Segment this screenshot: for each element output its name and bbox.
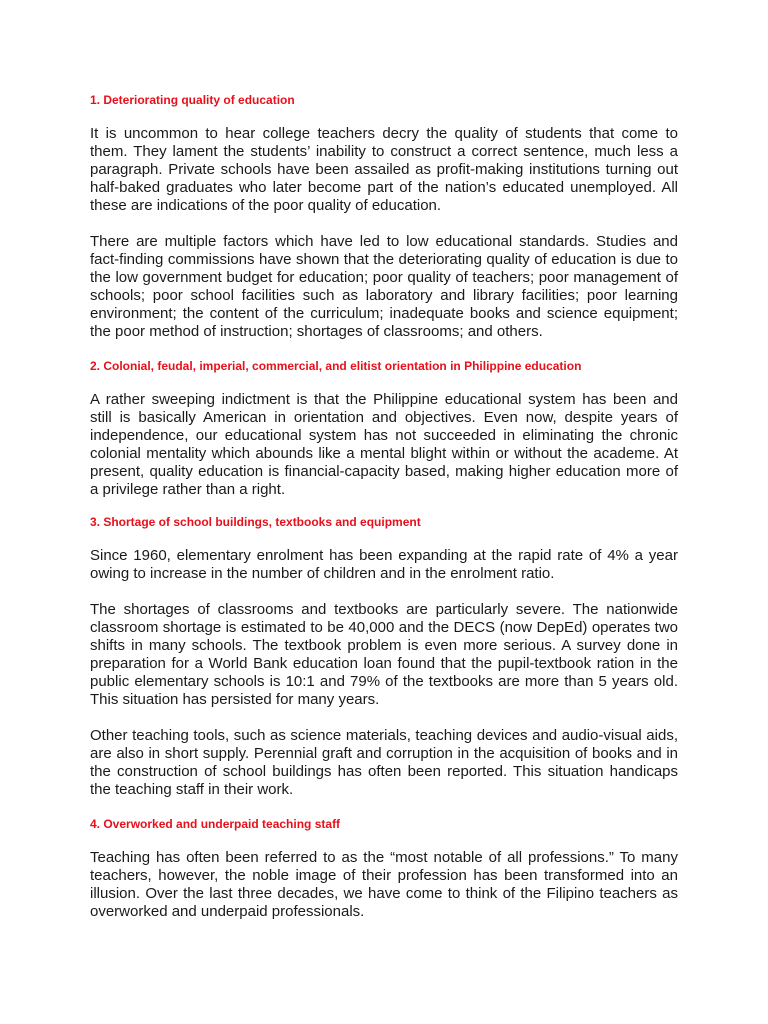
text-line: A rather sweeping indictment is that the Philippine educational system has been and <box>90 391 678 408</box>
text-line: It is uncommon to hear college teachers decry the quality of students that come to <box>90 125 678 142</box>
text-line: still is basically American in orientation and objectives. Even now, despite years of <box>90 409 678 426</box>
text-line: classroom shortage is estimated to be 40,000 and the DECS (now DepEd) operates two <box>90 619 678 636</box>
section-heading-1: 1. Deteriorating quality of education <box>90 93 295 107</box>
text-line: owing to increase in the number of children and in the enrolment ratio. <box>90 565 555 582</box>
text-line: colonial mentality which abounds like a mental blight within or without the academe. At <box>90 445 678 462</box>
text-line: overworked and underpaid professionals. <box>90 903 365 920</box>
text-line: preparation for a World Bank education loan found that the pupil-textbook ration in the <box>90 655 678 672</box>
paragraph <box>90 391 678 499</box>
text-line: Other teaching tools, such as science materials, teaching devices and audio-visual aids, <box>90 727 678 744</box>
text-line: the low government budget for education; poor quality of teachers; poor management of <box>90 269 678 286</box>
text-line: Teaching has often been referred to as the “most notable of all professions.” To many <box>90 849 678 866</box>
section-heading-3: 3. Shortage of school buildings, textbooks and equipment <box>90 515 421 529</box>
text-line: the poor method of instruction; shortages of classrooms; and others. <box>90 323 543 340</box>
text-line: There are multiple factors which have led to low educational standards. Studies and <box>90 233 678 250</box>
text-line: half-baked graduates who later become part of the nation’s educated unemployed. All <box>90 179 678 196</box>
text-line: This situation has persisted for many years. <box>90 691 380 708</box>
section-heading-2: 2. Colonial, feudal, imperial, commercial, and elitist orientation in Philippine education <box>90 359 582 373</box>
text-line: schools; poor school facilities such as laboratory and library facilities; poor learning <box>90 287 678 304</box>
text-line: public elementary schools is 10:1 and 79% of the textbooks are more than 5 years old. <box>90 673 678 690</box>
text-line: a privilege rather than a right. <box>90 481 286 498</box>
paragraph <box>90 547 678 583</box>
text-line: the teaching staff in their work. <box>90 781 294 798</box>
section-heading-4: 4. Overworked and underpaid teaching staff <box>90 817 341 831</box>
text-line: the construction of school buildings has often been reported. This situation handicaps <box>90 763 678 780</box>
text-line: illusion. Over the last three decades, we have come to think of the Filipino teachers as <box>90 885 678 902</box>
paragraph <box>90 125 678 215</box>
text-line: fact-finding commissions have shown that the deteriorating quality of education is due to <box>90 251 678 268</box>
text-line: teachers, however, the noble image of their profession has been transformed into an <box>90 867 678 884</box>
text-line: them. They lament the students’ inability to construct a correct sentence, much less a <box>90 143 678 160</box>
text-line: are also in short supply. Perennial graft and corruption in the acquisition of books and in <box>90 745 678 762</box>
paragraph <box>90 727 678 799</box>
text-line: environment; the content of the curriculum; inadequate books and science equipment; <box>90 305 678 322</box>
text-line: independence, our educational system has not succeeded in eliminating the chronic <box>90 427 678 444</box>
text-line: present, quality education is financial-capacity based, making higher education more of <box>90 463 678 480</box>
paragraph <box>90 849 678 921</box>
text-line: these are indications of the poor quality of education. <box>90 197 442 214</box>
text-line: The shortages of classrooms and textbooks are particularly severe. The nationwide <box>90 601 678 618</box>
paragraph <box>90 233 678 341</box>
text-line: shifts in many schools. The textbook problem is even more serious. A survey done in <box>90 637 678 654</box>
text-line: Since 1960, elementary enrolment has been expanding at the rapid rate of 4% a year <box>90 547 678 564</box>
paragraph <box>90 601 678 709</box>
text-line: paragraph. Private schools have been assailed as profit-making institutions turning out <box>90 161 678 178</box>
